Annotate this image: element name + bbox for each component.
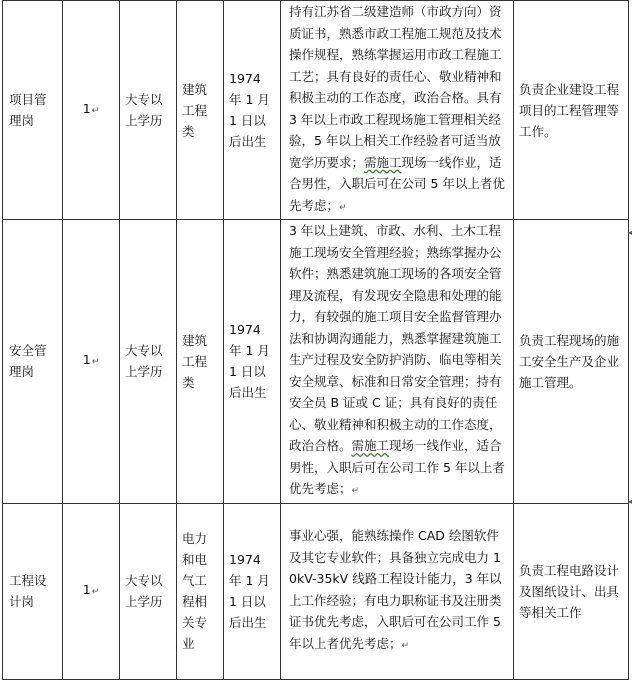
requirement-flagged-text: 需施工 [351, 438, 390, 453]
paragraph-mark-icon: ↵ [91, 587, 100, 597]
requirement-cell [281, 503, 514, 679]
position-cell [3, 1, 63, 220]
position-name: 项目管理岗 [9, 92, 47, 128]
paragraph-mark-icon: ↵ [401, 640, 410, 651]
count-cell [63, 503, 120, 679]
position-cell [3, 503, 63, 679]
age-cell [224, 220, 281, 504]
age-cell [224, 503, 281, 679]
requirement-text-continued: 现场一线作业，适合男性，入职后可在公司 5 年以上者优先考虑； [289, 154, 505, 213]
major-cell [177, 1, 224, 220]
requirement-text: 持有江苏省二级建造师（市政方向）资质证书，熟悉市政工程施工规范及技术操作规程，熟练掌握运用市政工程施工工艺；具有良好的责任心、敬业精神和积极主动的工作态度，政治合格。具有 3 年以上市政工程现场施工管理相关经验，5 年以上相关工作经验者可适当放宽学历要求； [289, 4, 502, 170]
position-name: 安全管理岗 [9, 343, 47, 380]
table-row [3, 1, 629, 220]
duty-text: 负责工程电路设计及图纸设计、出具等相关工作 [519, 562, 620, 620]
education-cell [120, 220, 177, 504]
row-end-marker-icon: ◂ [628, 228, 633, 237]
paragraph-mark-icon: ↵ [91, 357, 100, 368]
table-row [3, 503, 629, 679]
major: 建筑工程类 [182, 332, 208, 390]
headcount: 1 [82, 582, 91, 597]
duty-text: 负责工程现场的施工安全生产及企业施工管理。 [519, 332, 620, 390]
paragraph-mark-icon: ↵ [351, 486, 360, 496]
paragraph-mark-icon: ↵ [339, 202, 347, 213]
requirement-flagged-text: 需施工 [364, 154, 402, 170]
requirement-cell [281, 1, 514, 220]
count-cell [63, 1, 120, 220]
education-cell [120, 1, 177, 220]
major: 电力和电气工程相关专业 [182, 531, 208, 651]
headcount: 1 [82, 352, 91, 368]
requirement-text: 3 年以上建筑、市政、水利、土木工程施工现场安全管理经验；熟练掌握办公软件；熟悉建筑施工现场的各项安全管理及流程，有发现安全隐患和处理的能力，有较强的施工项目安全监督管理办法和协调沟通能力，熟悉掌握建筑施工生产过程及安全防护消防、临电等相关安全规章、标准和日常安全管理；持有安全员 B 证或 C 证；具有良好的责任心、敬业精神和积极主动的工作态度，政治合格。 [289, 223, 502, 453]
major-cell [177, 220, 224, 504]
education: 大专以上学历 [125, 92, 163, 128]
age-requirement: 1974 年 1 月 1 日以后出生 [229, 322, 270, 401]
row-end-marker-icon: ◂ [628, 497, 633, 506]
age-requirement: 1974 年 1 月 1 日以后出生 [229, 71, 270, 149]
paragraph-mark-icon: ↵ [91, 106, 100, 116]
position-name: 工程设计岗 [9, 573, 47, 609]
requirement-text-continued: 现场一线作业，适合男性，入职后可在公司工作 5 年以上者优先考虑； [289, 438, 505, 496]
education: 大专以上学历 [125, 573, 163, 609]
major-cell [177, 503, 224, 679]
age-requirement: 1974 年 1 月 1 日以后出生 [229, 552, 270, 630]
count-cell [63, 220, 120, 504]
headcount: 1 [82, 101, 91, 116]
major: 建筑工程类 [182, 81, 208, 139]
duty-cell [514, 1, 629, 220]
duty-cell [514, 220, 629, 504]
duty-cell [514, 503, 629, 679]
requirement-text: 事业心强，能熟练操作 CAD 绘图软件及其它专业软件；具备独立完成电力 10kV-35kV 线路工程设计能力，3 年以上工作经验；有电力职称证书及注册类证书优先考虑，入职后可在公司工作 5 年以上者优先考虑； [289, 528, 502, 651]
job-table [2, 0, 629, 680]
education-cell [120, 503, 177, 679]
age-cell [224, 1, 281, 220]
duty-text: 负责企业建设工程项目的工程管理等工作。 [519, 81, 620, 139]
requirement-cell [281, 220, 514, 504]
position-cell [3, 220, 63, 504]
table-row [3, 220, 629, 504]
education: 大专以上学历 [125, 343, 163, 380]
